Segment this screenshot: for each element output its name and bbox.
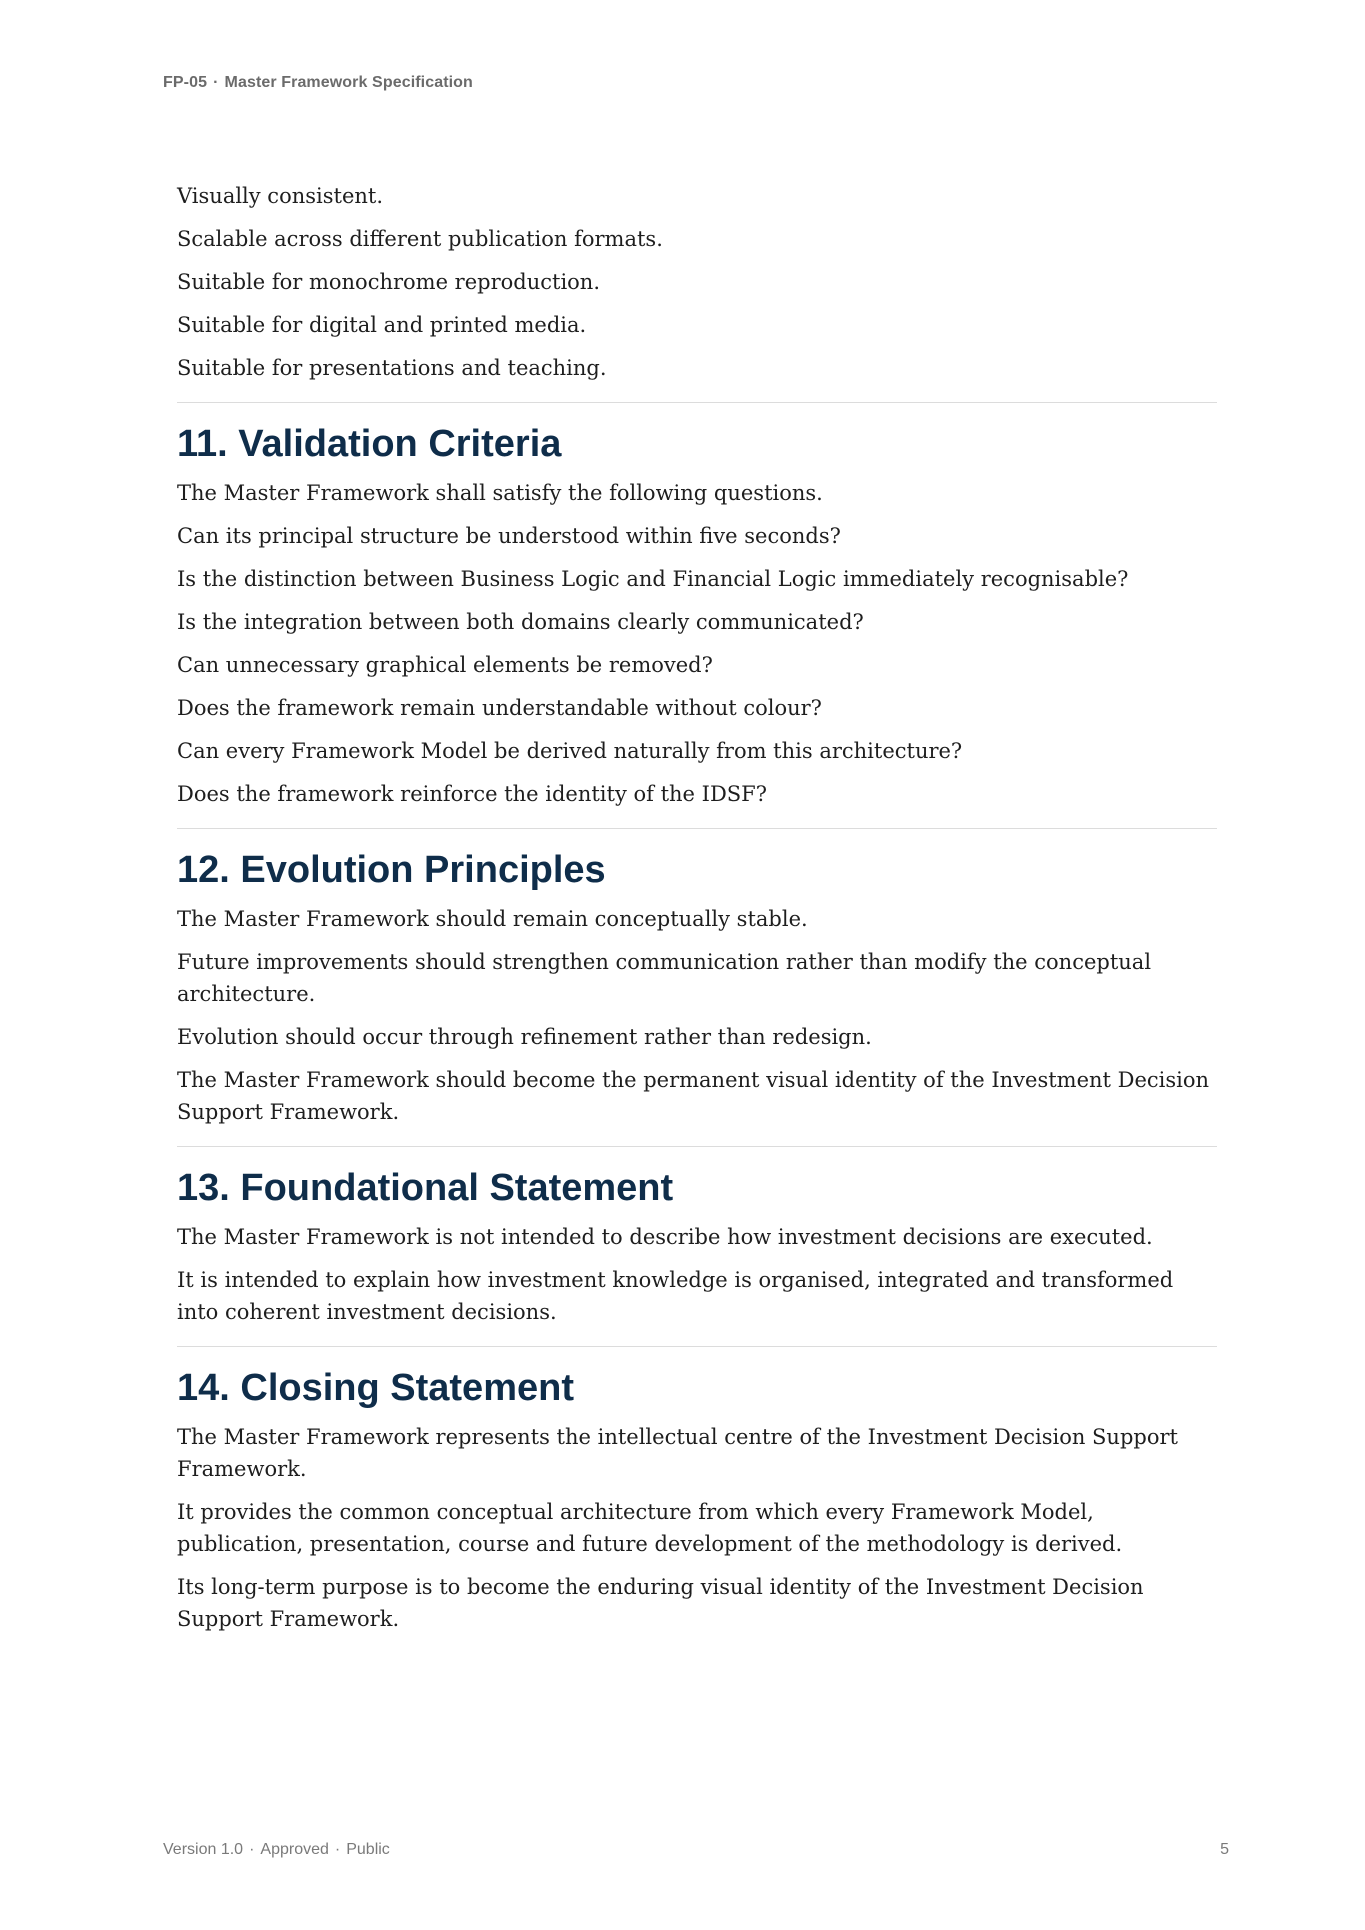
section-heading: 11. Validation Criteria [177,423,562,465]
footer-version: Version 1.0 [163,1841,244,1858]
section-divider [177,828,1217,829]
paragraph: It provides the common conceptual architecture from which every Framework Model, publication, presentation, course and future development of the methodology is derived. [177,1500,1123,1556]
footer-meta [163,1841,390,1859]
paragraph: Its long-term purpose is to become the enduring visual identity of the Investment Decision Support Framework. [177,1575,1144,1631]
doc-title: Master Framework Specification [224,74,473,91]
paragraph: Can every Framework Model be derived naturally from this architecture? [177,739,963,763]
paragraph: The Master Framework should become the permanent visual identity of the Investment Decision Support Framework. [177,1068,1210,1124]
section-closing-statement [177,1365,1217,1635]
paragraph: Is the integration between both domains clearly communicated? [177,610,864,634]
paragraph: Evolution should occur through refinement rather than redesign. [177,1025,872,1049]
paragraph: Can its principal structure be understood within five seconds? [177,524,841,548]
paragraph: Can unnecessary graphical elements be removed? [177,653,713,677]
page-footer [163,1841,1229,1859]
document-body [177,180,1217,1646]
section-divider [177,1146,1217,1147]
section-divider [177,1346,1217,1347]
paragraph: The Master Framework shall satisfy the following questions. [177,481,823,505]
section-foundational-statement [177,1165,1217,1328]
page-number: 5 [1220,1841,1229,1858]
footer-separator: · [249,1841,255,1858]
paragraph: It is intended to explain how investment knowledge is organised, integrated and transformed into coherent investment decisions. [177,1268,1174,1324]
paragraph: The Master Framework should remain conceptually stable. [177,907,808,931]
section-evolution-principles [177,847,1217,1128]
paragraph: The Master Framework is not intended to describe how investment decisions are executed. [177,1225,1153,1249]
intro-item: Scalable across different publication formats. [177,227,663,251]
section-heading: 14. Closing Statement [177,1367,574,1409]
footer-visibility: Public [346,1841,390,1858]
doc-code: FP-05 [163,74,208,91]
footer-status: Approved [260,1841,329,1858]
paragraph: Does the framework remain understandable without colour? [177,696,822,720]
intro-item: Suitable for digital and printed media. [177,313,587,337]
paragraph: Is the distinction between Business Logic and Financial Logic immediately recognisable? [177,567,1129,591]
header-separator: · [213,74,219,91]
section-divider [177,402,1217,403]
footer-separator: · [334,1841,341,1858]
intro-item: Suitable for monochrome reproduction. [177,270,601,294]
page-header [163,74,473,92]
section-heading: 13. Foundational Statement [177,1167,674,1209]
paragraph: Future improvements should strengthen communication rather than modify the conceptual architecture. [177,950,1152,1006]
section-validation-criteria [177,421,1217,810]
paragraph: The Master Framework represents the intellectual centre of the Investment Decision Support Framework. [177,1425,1178,1481]
paragraph: Does the framework reinforce the identity of the IDSF? [177,782,767,806]
intro-item: Visually consistent. [177,184,384,208]
intro-item: Suitable for presentations and teaching. [177,356,607,380]
section-heading: 12. Evolution Principles [177,849,606,891]
